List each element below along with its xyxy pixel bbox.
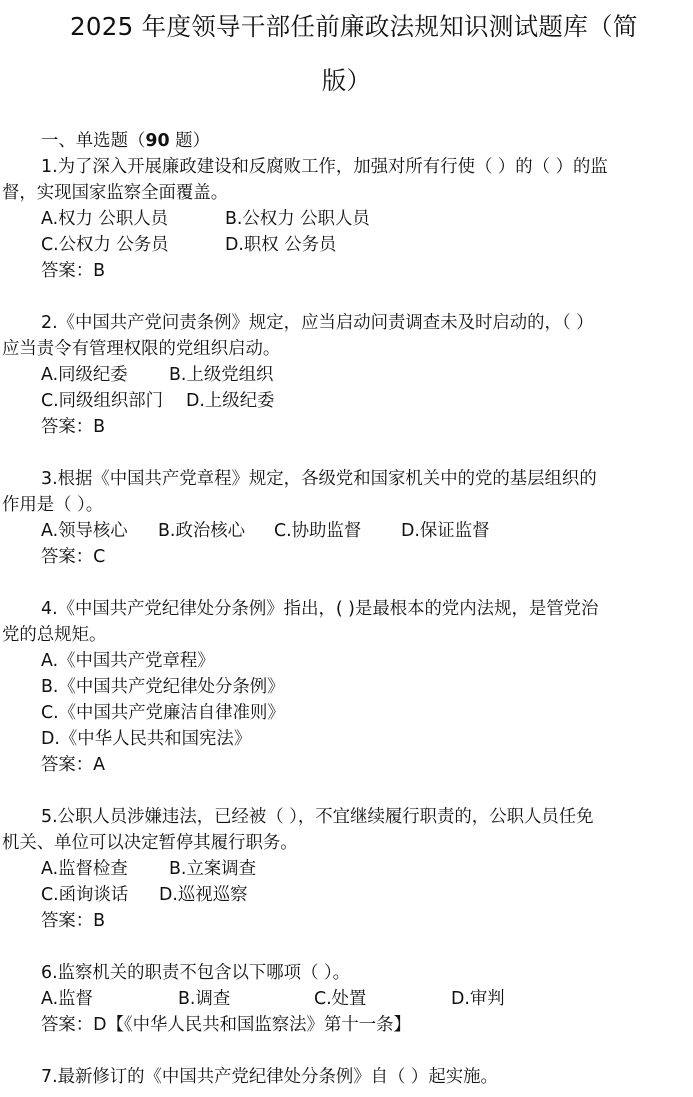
question-text-line: 1.为了深入开展廉政建设和反腐败工作，加强对所有行使（ ）的（ ）的监 xyxy=(41,157,608,177)
option-c: C.公权力 公务员 xyxy=(41,235,169,255)
option-d: D.巡视巡察 xyxy=(159,885,248,905)
option-b: B.调查 xyxy=(178,989,231,1009)
question-5 xyxy=(2,804,690,934)
option-c: C.协助监督 xyxy=(274,521,362,541)
answer: 答案：D【《中华人民共和国监察法》第十一条】 xyxy=(41,1015,411,1035)
question-6 xyxy=(2,960,690,1038)
option-c: C.《中国共产党廉洁自律准则》 xyxy=(41,703,285,723)
question-4 xyxy=(2,596,690,778)
answer: 答案：B xyxy=(41,417,106,437)
section-suffix: 题） xyxy=(169,131,210,151)
option-d: D.职权 公务员 xyxy=(225,235,337,255)
option-c: C.处置 xyxy=(314,989,367,1009)
question-2 xyxy=(2,310,690,440)
document-body xyxy=(2,128,690,1090)
question-text-line: 应当责令有管理权限的党组织启动。 xyxy=(2,339,281,359)
section-heading xyxy=(2,128,690,154)
options-row xyxy=(2,362,690,388)
option-b: B.《中国共产党纪律处分条例》 xyxy=(41,677,285,697)
options-row xyxy=(2,388,690,414)
option-c: C.函询谈话 xyxy=(41,885,129,905)
options-row xyxy=(2,986,690,1012)
option-a: A.监督检查 xyxy=(41,859,128,879)
title-line-1: 2025 年度领导干部任前廉政法规知识测试题库（简 xyxy=(70,12,638,41)
option-a: A.领导核心 xyxy=(41,521,128,541)
option-d: D.审判 xyxy=(451,989,505,1009)
answer: 答案：A xyxy=(41,755,106,775)
spacer xyxy=(2,778,690,804)
question-text-line: 党的总规矩。 xyxy=(2,625,107,645)
question-3 xyxy=(2,466,690,570)
document-title xyxy=(0,0,693,108)
answer: 答案：C xyxy=(41,547,106,567)
options-row xyxy=(2,518,690,544)
options-row xyxy=(2,856,690,882)
question-1 xyxy=(2,154,690,284)
option-a: A.权力 公职人员 xyxy=(41,209,168,229)
option-d: D.保证监督 xyxy=(401,521,490,541)
spacer xyxy=(2,934,690,960)
answer: 答案：B xyxy=(41,911,106,931)
option-a: A.同级纪委 xyxy=(41,365,128,385)
option-b: B.政治核心 xyxy=(158,521,246,541)
section-prefix: 一、单选题（ xyxy=(41,131,146,151)
options-row xyxy=(2,882,690,908)
option-d: D.《中华人民共和国宪法》 xyxy=(41,729,252,749)
question-text-line: 3.根据《中国共产党章程》规定，各级党和国家机关中的党的基层组织的 xyxy=(41,469,597,489)
spacer xyxy=(2,440,690,466)
option-b: B.立案调查 xyxy=(169,859,257,879)
options-row xyxy=(2,206,690,232)
question-text-line: 4.《中国共产党纪律处分条例》指出，( )是最根本的党内法规，是管党治 xyxy=(41,599,599,619)
option-d: D.上级纪委 xyxy=(186,391,275,411)
spacer xyxy=(2,284,690,310)
option-c: C.同级组织部门 xyxy=(41,391,164,411)
option-b: B.上级党组织 xyxy=(169,365,274,385)
question-text-line: 作用是（ ）。 xyxy=(2,495,104,515)
answer: 答案：B xyxy=(41,261,106,281)
options-row xyxy=(2,232,690,258)
question-text-line: 5.公职人员涉嫌违法，已经被（ ），不宜继续履行职责的，公职人员任免 xyxy=(41,807,594,827)
title-line-2: 版） xyxy=(321,66,372,95)
section-count: 90 xyxy=(145,131,170,151)
question-text-line: 2.《中国共产党问责条例》规定，应当启动问责调查未及时启动的，（ ） xyxy=(41,313,594,333)
question-7 xyxy=(2,1064,690,1090)
option-a: A.《中国共产党章程》 xyxy=(41,651,215,671)
spacer xyxy=(2,1038,690,1064)
question-text-line: 6.监察机关的职责不包含以下哪项（ ）。 xyxy=(41,963,351,983)
option-a: A.监督 xyxy=(41,989,93,1009)
option-b: B.公权力 公职人员 xyxy=(225,209,370,229)
question-text-line: 督，实现国家监察全面覆盖。 xyxy=(2,183,229,203)
spacer xyxy=(2,570,690,596)
question-text-line: 7.最新修订的《中国共产党纪律处分条例》自（ ）起实施。 xyxy=(41,1067,498,1087)
question-text-line: 机关、单位可以决定暂停其履行职务。 xyxy=(2,833,298,853)
